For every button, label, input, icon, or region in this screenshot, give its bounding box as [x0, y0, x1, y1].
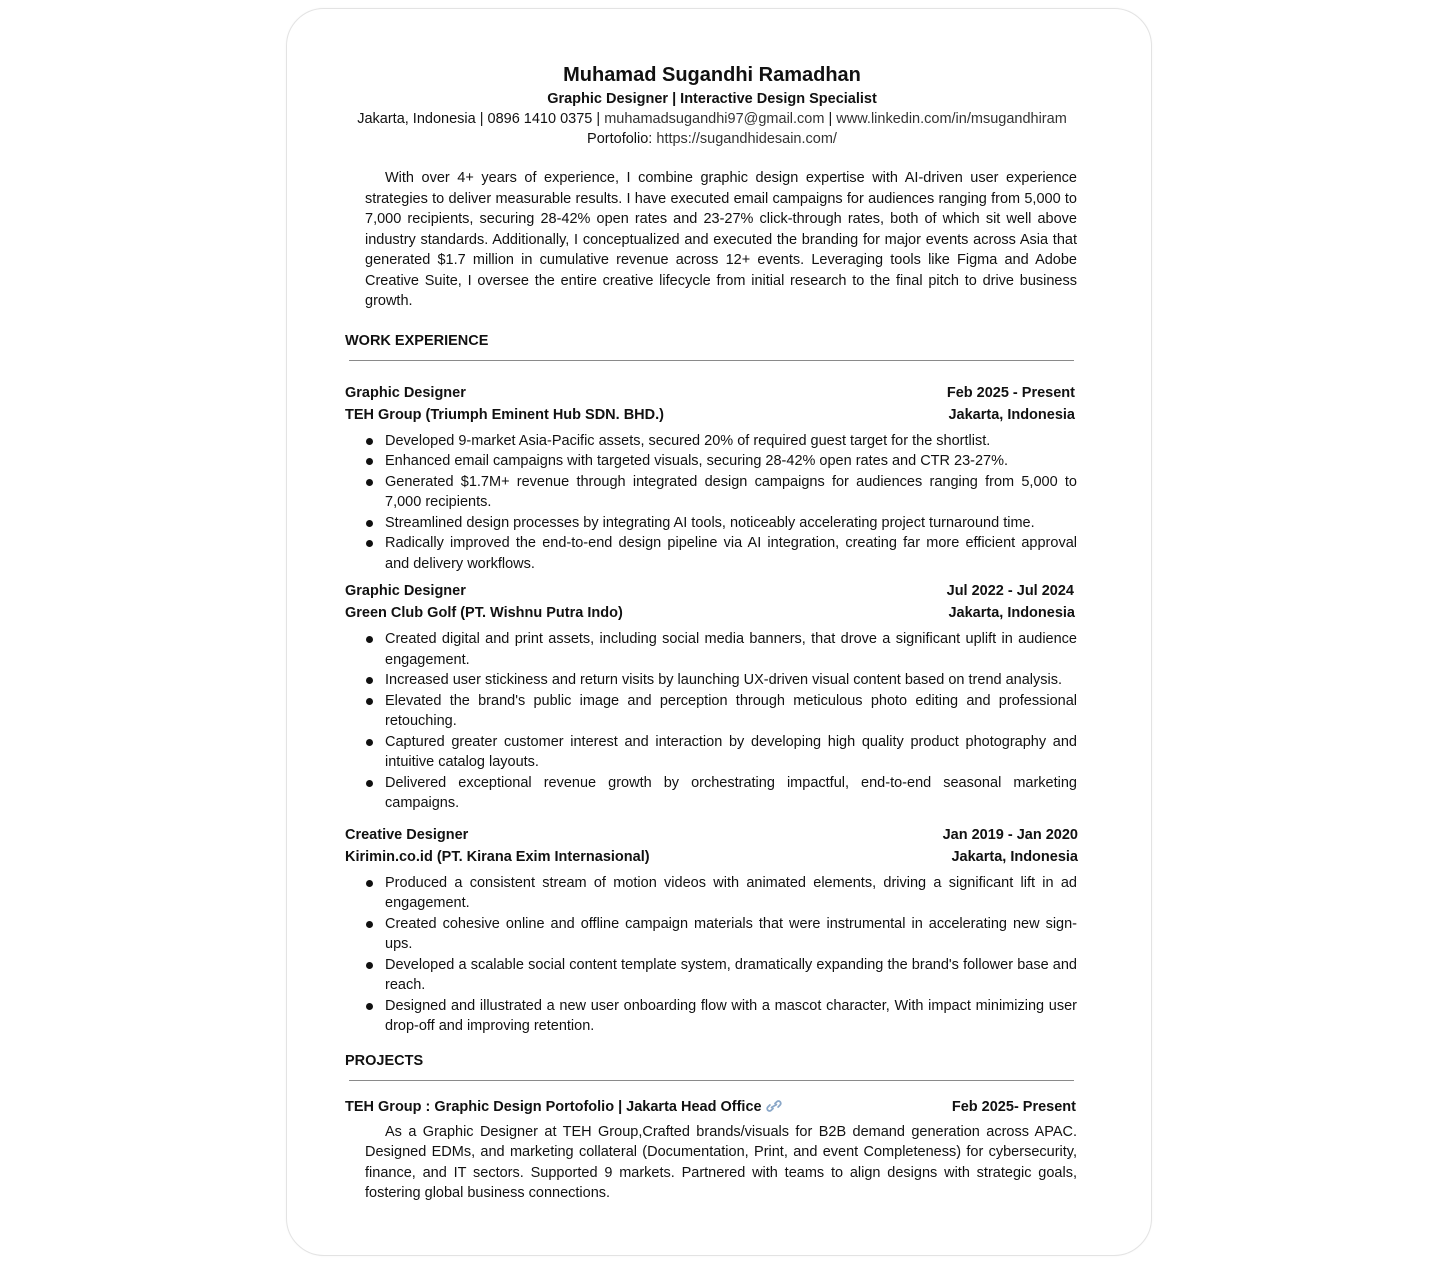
job-title-row [345, 824, 1078, 846]
bullet-text: Radically improved the end-to-end design pipeline via AI integration, creating far more efficient approval and delivery workflows. [385, 535, 1077, 572]
job-location: Jakarta, Indonesia [948, 406, 1075, 423]
bullet-text: Delivered exceptional revenue growth by orchestrating impactful, end-to-end seasonal marketing campaigns. [385, 774, 1077, 811]
bullet-text: Developed a scalable social content template system, dramatically expanding the brand's follower base and reach. [385, 956, 1077, 993]
job-company-row [345, 846, 1078, 868]
contact-separator: | [828, 111, 833, 127]
bullet-text: Streamlined design processes by integrating AI tools, noticeably accelerating project turnaround time. [385, 514, 1035, 531]
project-description: As a Graphic Designer at TEH Group,Crafted brands/visuals for B2B demand generation across APAC. Designed EDMs, and marketing collateral (Documentation, Print, and event Completeness) for cybersecurity, finance, and IT sectors. Supported 9 markets. Partnered with teams to align designs with strategic goals, fostering global business connections. [365, 1123, 1077, 1201]
bullet-text: Developed 9-market Asia-Pacific assets, secured 20% of required guest target for the shortlist. [385, 432, 991, 449]
bullet-text: Created cohesive online and offline campaign materials that were instrumental in accelerating new sign-ups. [385, 915, 1077, 952]
job-role: Graphic Designer [345, 583, 466, 599]
bullet-icon [366, 540, 373, 547]
email-link[interactable]: muhamadsugandhi97@gmail.com [604, 111, 825, 127]
job-dates: Jul 2022 - Jul 2024 [946, 583, 1074, 599]
list-item [345, 431, 1077, 452]
work-experience-heading: WORK EXPERIENCE [345, 332, 489, 349]
bullet-icon [366, 739, 373, 746]
list-item [345, 996, 1077, 1037]
bullet-text: Increased user stickiness and return visits by launching UX-driven visual content based on trend analysis. [385, 672, 1063, 688]
list-item [345, 513, 1077, 534]
bullet-icon [366, 458, 373, 465]
bullet-text: Enhanced email campaigns with targeted visuals, securing 28-42% open rates and CTR 23-27%. [385, 453, 1009, 469]
job-entry [345, 824, 1079, 1037]
job-company-row [345, 404, 1079, 426]
bullet-icon [366, 479, 373, 486]
bullet-text: Produced a consistent stream of motion videos with animated elements, driving a significant lift in ad engagement. [385, 874, 1077, 911]
portfolio-link[interactable]: https://sugandhidesain.com/ [656, 131, 837, 147]
contact-line [345, 109, 1079, 129]
project-dates: Feb 2025- Present [951, 1098, 1076, 1115]
list-item [345, 732, 1077, 773]
job-company: Green Club Golf (PT. Wishnu Putra Indo) [345, 605, 623, 621]
job-role: Graphic Designer [345, 384, 466, 401]
bullet-icon [366, 438, 373, 445]
list-item [345, 955, 1077, 996]
job-company-row [345, 602, 1075, 624]
bullet-text: Elevated the brand's public image and perception through meticulous photo editing and professional retouching. [385, 692, 1077, 729]
bullet-icon [366, 636, 373, 643]
job-bullets [345, 629, 1079, 814]
bullet-text: Created digital and print assets, including social media banners, that drove a significant uplift in audience engagement. [385, 631, 1077, 668]
job-company: Kirimin.co.id (PT. Kirana Exim Internasional) [345, 848, 650, 865]
list-item [345, 691, 1077, 732]
bullet-icon [366, 880, 373, 887]
list-item [345, 670, 1077, 691]
project-title-group [345, 1096, 782, 1118]
job-dates: Jan 2019 - Jan 2020 [942, 826, 1078, 843]
job-title-row [345, 580, 1074, 602]
list-item [345, 533, 1077, 574]
location-phone: Jakarta, Indonesia | 0896 1410 0375 | [357, 111, 601, 127]
bullet-icon [366, 921, 373, 928]
bullet-icon [366, 962, 373, 969]
link-icon[interactable] [766, 1098, 782, 1112]
bullet-icon [366, 698, 373, 705]
job-dates: Feb 2025 - Present [946, 384, 1075, 401]
bullet-icon [366, 1003, 373, 1010]
bullet-text: Designed and illustrated a new user onboarding flow with a mascot character, With impact minimizing user drop-off and improving retention. [385, 997, 1077, 1034]
job-location: Jakarta, Indonesia [951, 848, 1078, 865]
list-item [345, 629, 1077, 670]
list-item [345, 773, 1077, 814]
list-item [345, 914, 1077, 955]
professional-summary: With over 4+ years of experience, I combine graphic design expertise with AI-driven user experience strategies to deliver measurable results. I have executed email campaigns for audiences ranging from 5,000 to 7,000 recipients, securing 28-42% open rates and 23-27% click-through rates, both of which sit well above industry standards. Additionally, I conceptualized and executed the branding for major events across Asia that generated $1.7 million in cumulative revenue across 12+ events. Leveraging tools like Figma and Adobe Creative Suite, I oversee the entire creative lifecycle from initial research to the final pitch to drive business growth. [365, 170, 1077, 309]
job-bullets [345, 873, 1079, 1037]
project-title-row [345, 1096, 1076, 1118]
job-entry [345, 580, 1079, 814]
job-title-row [345, 382, 1079, 404]
resume-page [286, 8, 1152, 1256]
list-item [345, 472, 1077, 513]
bullet-text: Captured greater customer interest and interaction by developing high quality product photography and intuitive catalog layouts. [385, 733, 1077, 770]
bullet-icon [366, 780, 373, 787]
job-role: Creative Designer [345, 826, 469, 843]
resume-content [345, 63, 1079, 1204]
portfolio-label: Portofolio: [587, 131, 653, 147]
job-entry [345, 382, 1079, 575]
job-bullets [345, 431, 1079, 575]
portfolio-line [345, 129, 1079, 149]
bullet-icon [366, 677, 373, 684]
linkedin-link[interactable]: www.linkedin.com/in/msugandhiram [836, 111, 1067, 127]
candidate-name: Muhamad Sugandhi Ramadhan [563, 64, 861, 86]
candidate-headline: Graphic Designer | Interactive Design Specialist [547, 91, 877, 107]
section-divider [349, 1080, 1074, 1081]
bullet-icon [366, 520, 373, 527]
bullet-text: Generated $1.7M+ revenue through integrated design campaigns for audiences ranging from 5,000 to 7,000 recipients. [385, 473, 1077, 510]
job-company: TEH Group (Triumph Eminent Hub SDN. BHD.) [345, 406, 664, 423]
list-item [345, 873, 1077, 914]
project-title: TEH Group : Graphic Design Portofolio | Jakarta Head Office [345, 1098, 762, 1115]
section-divider [349, 360, 1074, 361]
projects-heading: PROJECTS [345, 1052, 424, 1069]
list-item [345, 451, 1077, 472]
job-location: Jakarta, Indonesia [948, 605, 1075, 621]
